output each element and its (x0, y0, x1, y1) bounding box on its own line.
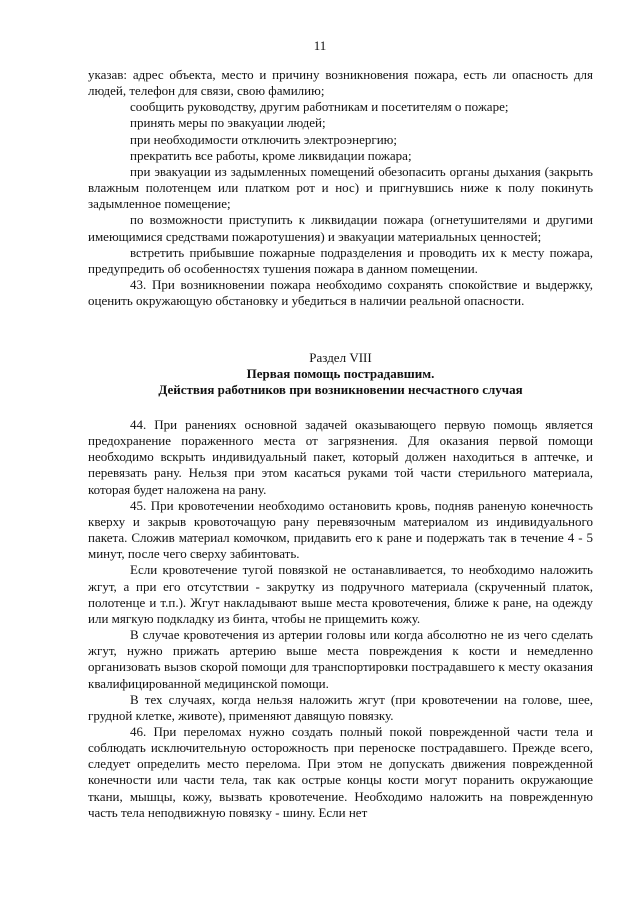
paragraph: указав: адрес объекта, место и причину возникновения пожара, есть ли опасность для людей, телефон для связи, свою фамилию; (88, 67, 593, 99)
fire-actions-text (88, 67, 593, 309)
section-heading (88, 350, 593, 398)
paragraph: В случае кровотечения из артерии головы или когда абсолютно не из чего сделать жгут, нужно прижать артерию выше места повреждения к кости и немедленно организовать вызов скорой помощи для транспортировки пострадавшего к месту оказания квалифицированной медицинской помощи. (88, 627, 593, 691)
paragraph: при эвакуации из задымленных помещений обезопасить органы дыхания (закрыть влажным полотенцем или платком рот и нос) и пригнувшись ниже к полу покинуть задымленное помещение; (88, 163, 593, 212)
paragraph: принять меры по эвакуации людей; (130, 115, 326, 131)
paragraph: при необходимости отключить электроэнергию; (130, 131, 397, 147)
paragraph: по возможности приступить к ликвидации пожара (огнетушителями и другими имеющимися средствами пожаротушения) и эвакуации материальных ценностей; (88, 212, 593, 244)
section-title-line-2: Действия работников при возникновении несчастного случая (158, 382, 523, 397)
paragraph: 44. При ранениях основной задачей оказывающего первую помощь является предохранение пораженного места от загрязнения. Для оказания первой помощи необходимо вскрыть индивидуальный пакет, который должен находиться в аптечке, и перевязать рану. Нельзя при этом касаться руками той части стерильного материала, которая будет наложена на рану. (88, 417, 593, 497)
section-label: Раздел VIII (309, 350, 372, 365)
first-aid-text (88, 417, 593, 821)
paragraph: сообщить руководству, другим работникам и посетителям о пожаре; (130, 99, 509, 115)
paragraph: прекратить все работы, кроме ликвидации пожара; (130, 147, 412, 163)
paragraph: 45. При кровотечении необходимо остановить кровь, подняв раненую конечность кверху и закрыв кровоточащую рану перевязочным материалом из индивидуального пакета. Сложив материал комочком, придавить его к ране и подержать так в течение 4 - 5 минут, после чего сверху забинтовать. (88, 497, 593, 562)
section-title-line-1: Первая помощь пострадавшим. (246, 366, 435, 381)
paragraph: Если кровотечение тугой повязкой не останавливается, то необходимо наложить жгут, а при его отсутствии - закрутку из подручного материала (скрученный платок, полотенце и т.п.). Жгут накладывают выше места кровотечения, ближе к ране, на одежду или мягкую подкладку из бинта, чтобы не прищемить кожу. (88, 562, 593, 626)
page-number: 11 (313, 38, 327, 53)
paragraph: встретить прибывшие пожарные подразделения и проводить их к месту пожара, предупредить об особенностях тушения пожара в данном помещении. (88, 244, 593, 276)
paragraph: 46. При переломах нужно создать полный покой поврежденной части тела и соблюдать исключительную осторожность при переноске пострадавшего. Прежде всего, следует определить место перелома. При этом не допускать движения поврежденной конечности или части тела, так как острые концы кости могут поранить окружающие ткани, мышцы, кожу, вызвать кровотечение. Необходимо наложить на поврежденную часть тела неподвижную повязку - шину. Если нет (88, 723, 593, 820)
paragraph: В тех случаях, когда нельзя наложить жгут (при кровотечении на голове, шее, грудной клетке, животе), применяют давящую повязку. (88, 691, 593, 723)
paragraph: 43. При возникновении пожара необходимо сохранять спокойствие и выдержку, оценить окружающую обстановку и убедиться в наличии реальной опасности. (88, 277, 593, 309)
